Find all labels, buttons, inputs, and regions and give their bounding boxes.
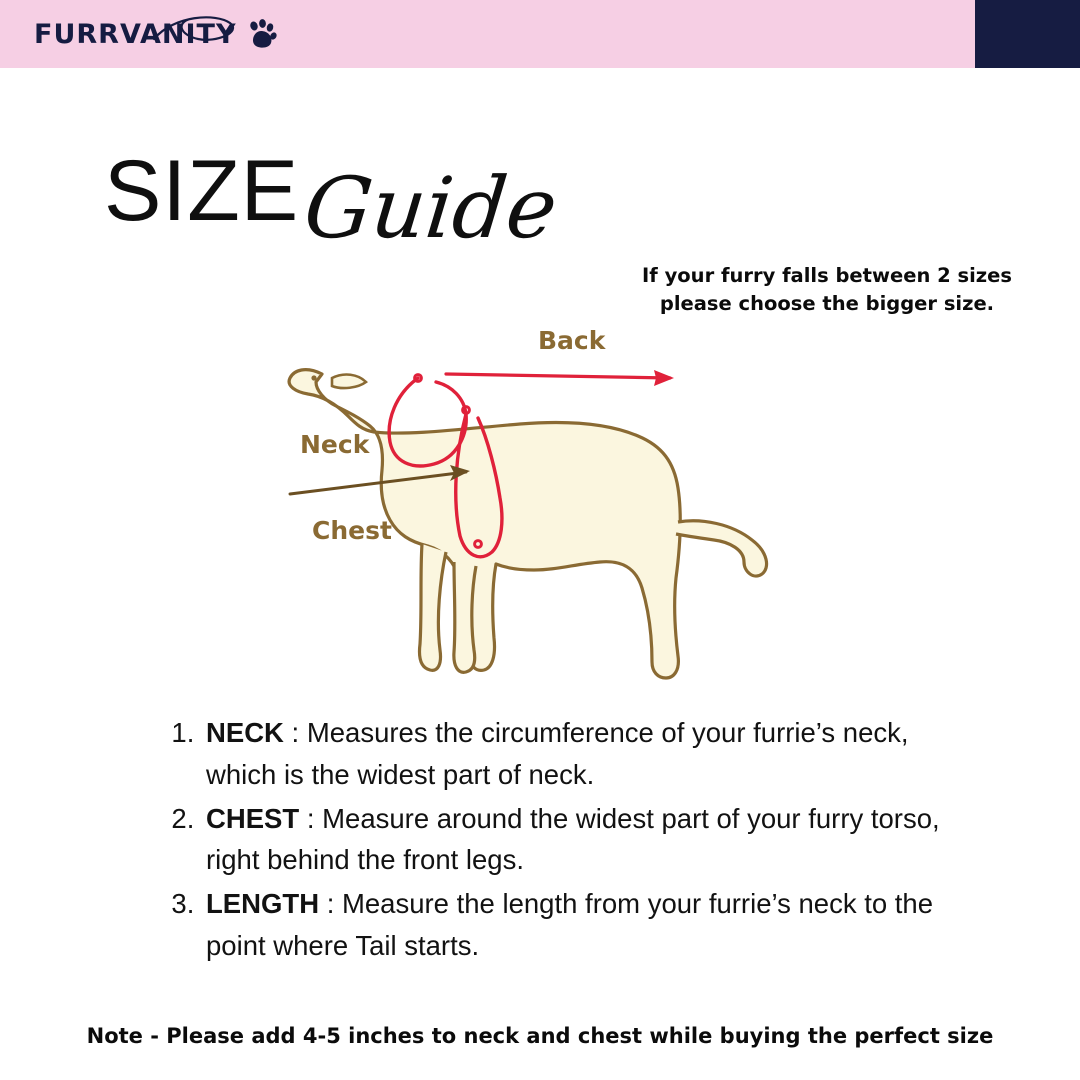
title-guide-word: Guide <box>300 159 562 257</box>
list-item <box>202 883 970 967</box>
list-item <box>202 798 970 882</box>
instruction-text: : Measures the circumference of your furrie’s neck, which is the widest part of neck. <box>206 717 909 790</box>
list-item <box>202 712 970 796</box>
header-pink-panel <box>0 0 975 68</box>
instructions-block <box>150 712 970 969</box>
label-back: Back <box>538 326 606 355</box>
instruction-term: NECK <box>206 717 284 748</box>
instruction-term: CHEST <box>206 802 300 834</box>
brand-logo[interactable] <box>34 17 277 51</box>
instructions-list <box>150 712 970 967</box>
label-chest: Chest <box>312 516 392 545</box>
header-navy-panel <box>975 0 1080 68</box>
instruction-text: : Measure the length from your furrie’s neck to the point where Tail starts. <box>206 888 934 961</box>
size-advice-note: If your furry falls between 2 sizes please choose the bigger size. <box>642 264 1012 316</box>
title-size-word: SIZE <box>104 143 300 239</box>
dog-measurement-diagram <box>270 312 830 712</box>
brand-name: FURRVANITY <box>34 18 237 50</box>
bottom-note: Note - Please add 4-5 inches to neck and chest while buying the perfect size <box>86 1024 994 1048</box>
back-measure-arrow <box>446 370 674 386</box>
paw-icon <box>243 17 277 51</box>
page-title <box>104 143 562 257</box>
instruction-text: : Measure around the widest part of your furry torso, right behind the front legs. <box>206 802 940 876</box>
label-neck: Neck <box>300 430 370 459</box>
instruction-term: LENGTH <box>206 888 320 920</box>
header-bar <box>0 0 1080 68</box>
